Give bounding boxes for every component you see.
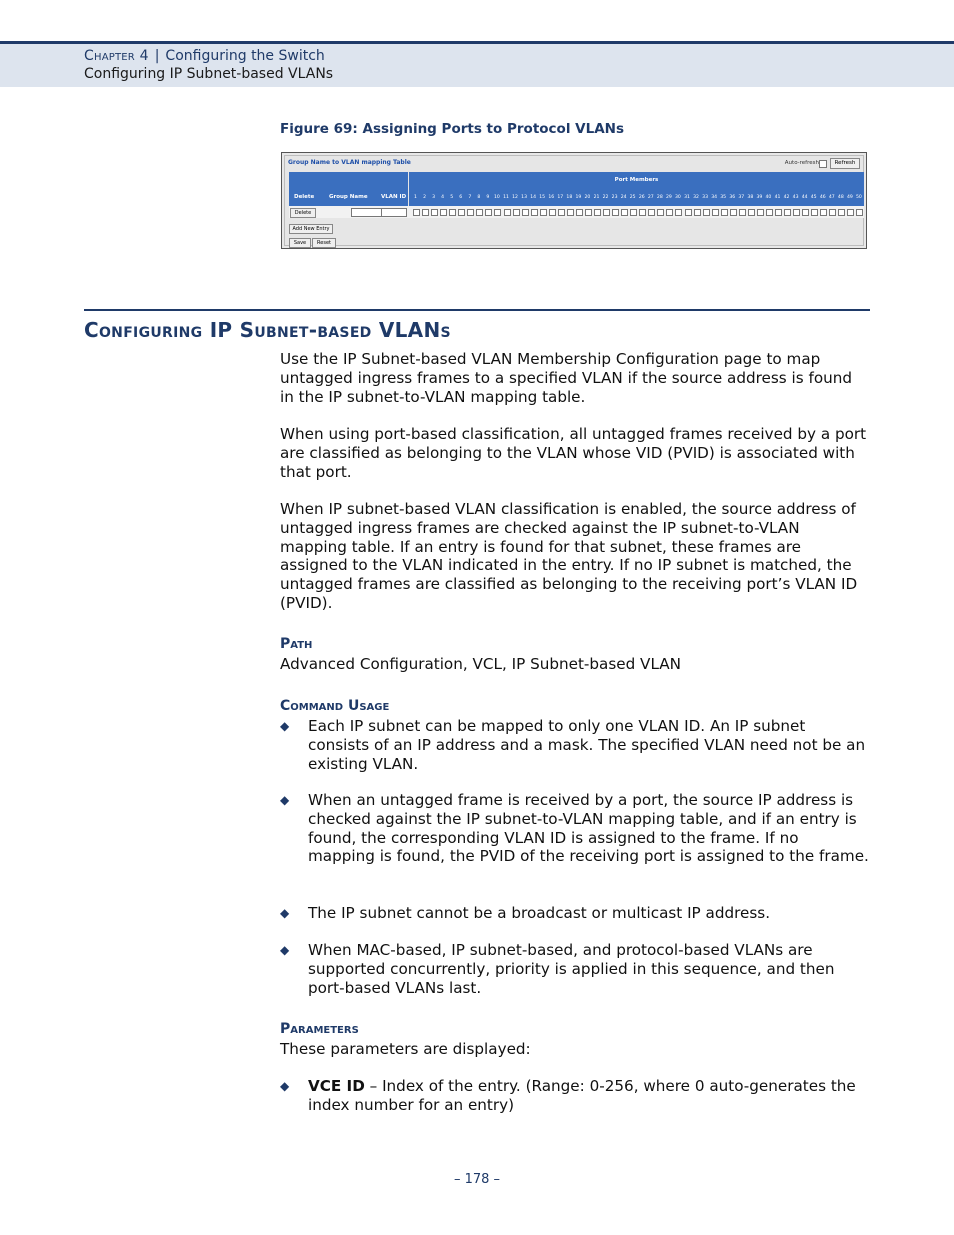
port-number-label: 16 [548,195,555,200]
port-number-label: 24 [620,195,627,200]
port-number-label: 30 [675,195,681,200]
port-member-checkbox[interactable] [703,209,710,216]
mapping-table-title: Group Name to VLAN mapping Table [288,159,411,166]
header-separator: | [154,48,160,64]
page-number: – 178 – [453,1172,501,1187]
port-number-label: 13 [521,195,528,200]
port-number-label: 3 [432,195,436,200]
port-number-label: 42 [783,195,790,200]
port-members-header [409,172,864,190]
port-member-checkbox[interactable] [449,209,456,216]
port-member-checkbox[interactable] [784,209,791,216]
port-number-label: 32 [693,195,699,200]
port-members-label: Port Members [614,177,659,183]
port-number-label: 25 [629,195,636,200]
port-number-label: 4 [441,195,445,200]
parameters-heading: Parameters [280,1021,359,1037]
port-member-checkbox[interactable] [838,209,845,216]
port-number-label: 27 [647,195,654,200]
paragraph-port-based: When using port-based classification, all untagged frames received by a port are classified as belonging to the VLAN whose VID (PVID) is associated with that port. [280,425,867,481]
port-member-checkbox[interactable] [594,209,601,216]
parameters-intro: These parameters are displayed: [280,1040,531,1058]
figure-caption: Figure 69: Assigning Ports to Protocol VLANs [280,121,624,137]
port-number-label: 40 [765,195,772,200]
diamond-bullet-icon: ◆ [280,906,290,920]
port-member-checkbox[interactable] [739,209,746,216]
section-rule [84,309,870,311]
port-member-checkbox[interactable] [648,209,655,216]
port-number-label: 5 [450,195,454,200]
port-member-checkbox[interactable] [558,209,565,216]
port-number-label: 26 [638,195,645,200]
port-number-label: 11 [503,195,509,200]
port-number-label: 43 [792,195,799,200]
port-member-checkbox[interactable] [721,209,728,216]
port-member-checkbox[interactable] [657,209,664,216]
vlan-id-input[interactable] [381,208,407,217]
port-member-checkbox[interactable] [476,209,483,216]
refresh-button[interactable]: Refresh [830,158,860,169]
port-member-checkbox[interactable] [422,209,429,216]
port-member-checkbox[interactable] [440,209,447,216]
port-number-label: 35 [720,195,727,200]
port-number-label: 1 [414,195,417,200]
reset-button[interactable]: Reset [312,238,336,248]
port-member-checkbox[interactable] [467,209,474,216]
port-number-label: 2 [423,195,427,200]
port-member-checkbox[interactable] [685,209,692,216]
path-heading: Path [280,636,313,652]
port-number-row [409,190,864,206]
port-member-checkbox[interactable] [540,209,547,216]
port-member-checkbox[interactable] [811,209,818,216]
port-number-label: 7 [468,195,472,200]
port-member-checkbox[interactable] [603,209,610,216]
port-number-label: 37 [738,195,745,200]
port-number-label: 21 [593,195,600,200]
port-member-checkbox[interactable] [712,209,719,216]
chapter-title: Configuring the Switch [165,48,325,64]
parameter-term: VCE ID [308,1077,365,1095]
port-member-checkbox[interactable] [847,209,854,216]
diamond-bullet-icon: ◆ [280,943,290,957]
port-number-label: 22 [602,195,609,200]
port-number-label: 29 [665,195,672,200]
port-member-checkbox[interactable] [793,209,800,216]
col-group-name: Group Name [329,194,368,200]
usage-bullet-text: The IP subnet cannot be a broadcast or multicast IP address. [308,904,771,922]
port-member-checkbox[interactable] [856,209,863,216]
save-button[interactable]: Save [289,238,311,248]
port-member-checkbox[interactable] [666,209,673,216]
port-member-checkbox[interactable] [748,209,755,216]
port-number-label: 33 [702,195,709,200]
port-number-label: 9 [486,195,490,200]
auto-refresh-checkbox[interactable] [819,160,827,168]
paragraph-intro: Use the IP Subnet-based VLAN Membership Configuration page to map untagged ingress frames to a specified VLAN if the source address is found in the IP subnet-to-VLAN mapping table. [280,350,853,406]
port-member-checkbox[interactable] [675,209,682,216]
port-member-checkbox[interactable] [458,209,465,216]
port-member-checkbox[interactable] [829,209,836,216]
port-member-checkbox[interactable] [567,209,574,216]
paragraph-subnet-classification: When IP subnet-based VLAN classification is enabled, the source address of untagged ingress frames are checked against the IP subnet-to-VLAN mapping table. If an entry is found for that subnet, these frames are assigned to the VLAN indicated in the entry. If no IP subnet is matched, the untagged frames are classified as belonging to the receiving port’s VLAN ID (PVID). [280,500,858,612]
port-member-checkbox[interactable] [485,209,492,216]
port-member-checkbox[interactable] [531,209,538,216]
port-number-label: 31 [684,195,690,200]
table-header-left [289,172,408,206]
section-title: Configuring IP Subnet-based VLANs [84,318,451,342]
port-number-label: 6 [459,195,463,200]
port-number-label: 38 [747,195,754,200]
port-number-label: 36 [729,195,736,200]
port-number-label: 19 [575,195,582,200]
usage-bullet-text: When an untagged frame is received by a port, the source IP address is checked against the IP subnet-to-VLAN mapping table, and if an entry is found, the corresponding VLAN ID is assigned to the frame. If no mapping is found, the PVID of the receiving port is assigned to the frame. [308,791,869,866]
port-number-label: 39 [756,195,763,200]
port-member-checkbox[interactable] [576,209,583,216]
port-number-label: 10 [494,195,500,200]
port-member-checkbox[interactable] [494,209,501,216]
port-number-label: 18 [566,195,573,200]
port-member-checkbox[interactable] [522,209,529,216]
path-text: Advanced Configuration, VCL, IP Subnet-based VLAN [280,655,682,673]
port-number-label: 28 [656,195,663,200]
port-member-checkbox[interactable] [766,209,773,216]
figure-screenshot [281,152,867,249]
port-number-label: 45 [810,195,817,200]
chapter-label: Chapter 4 [84,48,149,64]
port-member-checkbox[interactable] [802,209,809,216]
port-number-label: 34 [711,195,718,200]
port-member-checkbox[interactable] [585,209,592,216]
port-number-label: 23 [611,195,618,200]
usage-bullet-text: When MAC-based, IP subnet-based, and protocol-based VLANs are supported concurrently, priority is applied in this sequence, and then port-based VLANs last. [308,941,835,997]
port-number-label: 17 [557,195,564,200]
header-section: Configuring IP Subnet-based VLANs [84,66,334,82]
diamond-bullet-icon: ◆ [280,793,290,807]
diamond-bullet-icon: ◆ [280,719,290,733]
port-number-label: 50 [856,195,862,200]
screenshot-panel [284,155,864,246]
usage-bullet-text: Each IP subnet can be mapped to only one VLAN ID. An IP subnet consists of an IP address and a mask. The specified VLAN need not be an existing VLAN. [308,717,866,773]
port-member-checkbox[interactable] [612,209,619,216]
port-member-checkbox[interactable] [549,209,556,216]
parameter-bullet-text [308,1077,870,1115]
col-delete: Delete [294,194,315,200]
port-member-checkbox[interactable] [694,209,701,216]
port-number-label: 41 [774,195,781,200]
auto-refresh-label: Auto-refresh [784,160,819,166]
diamond-bullet-icon: ◆ [280,1079,290,1093]
row-delete-button[interactable]: Delete [290,208,316,218]
port-number-label: 12 [512,195,518,200]
port-number-label: 47 [828,195,835,200]
port-number-label: 46 [819,195,826,200]
port-member-checkbox[interactable] [621,209,628,216]
port-member-checkbox[interactable] [630,209,637,216]
port-number-label: 49 [846,195,853,200]
running-header [0,41,954,87]
port-member-checkbox[interactable] [820,209,827,216]
port-number-label: 8 [477,195,481,200]
port-member-checkbox[interactable] [775,209,782,216]
add-new-entry-button[interactable]: Add New Entry [289,224,333,234]
port-member-checkbox[interactable] [504,209,511,216]
port-number-label: 20 [584,195,591,200]
port-member-checkbox[interactable] [513,209,520,216]
port-member-checkbox[interactable] [639,209,646,216]
parameter-description: – Index of the entry. (Range: 0-256, where 0 auto-generates the index number for an entry) [308,1077,856,1114]
header-chapter-line [84,48,325,64]
usage-heading: Command Usage [280,698,390,714]
port-number-label: 14 [530,195,537,200]
port-number-label: 15 [539,195,546,200]
port-number-label: 44 [801,195,808,200]
port-member-checkbox[interactable] [730,209,737,216]
port-member-checkbox[interactable] [757,209,764,216]
col-vlan-id: VLAN ID [381,194,407,200]
port-number-label: 48 [837,195,844,200]
port-member-checkbox[interactable] [431,209,438,216]
port-member-checkbox[interactable] [413,209,420,216]
